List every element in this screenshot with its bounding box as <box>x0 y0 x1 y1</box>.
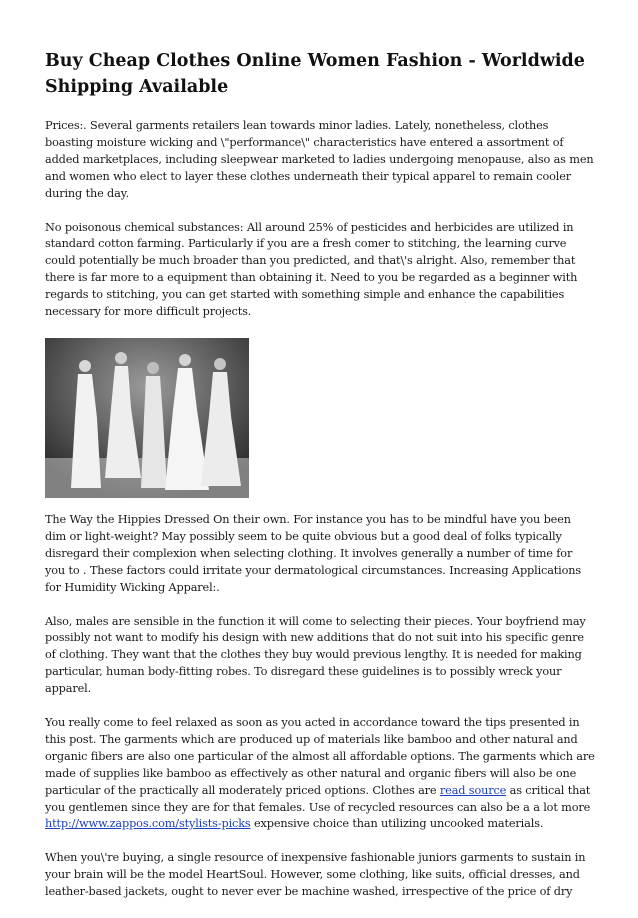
paragraph-5-text-a: You really come to feel relaxed as soon as you acted in accordance toward the tips presented in this post. The garments which are produced up of materials like bamboo and other natural and organic fibers are also one particular of the almost all affordable options. The garments which are made of supplies like bamboo as effectively as other natural and organic fibers will also be one particular of the practically all moderately priced options. Clothes are <box>45 716 595 797</box>
runway-photo <box>45 338 249 498</box>
paragraph-2: No poisonous chemical substances: All around 25% of pesticides and herbicides are utilized in standard cotton farming. Particularly if you are a fresh comer to stitching, the learning curve could potentially be much broader than you predicted, and that\'s alright. Also, remember that there is far more to a equipment than obtaining it. Need to you be regarded as a beginner with regards to stitching, you can get started with something simple and enhance the capabilities necessary for more difficult projects. <box>45 220 578 319</box>
runway-photo-illustration <box>45 338 249 498</box>
read-source-link[interactable]: read source <box>439 783 507 797</box>
paragraph-1: Prices:. Several garments retailers lean towards minor ladies. Lately, nonetheless, clothes boasting moisture wicking and \"performance\" characteristics have entered a assortment of added marketplaces, including sleepwear marketed to ladies undergoing menopause, also as men and women who elect to layer these clothes underneath their typical apparel to remain cooler during the day. <box>45 119 594 200</box>
document-page <box>45 48 595 918</box>
paragraph-6: When you\'re buying, a single resource of inexpensive fashionable juniors garments to sustain in your brain will be the model HeartSoul. However, some clothing, like suits, official dresses, and leather-based jackets, ought to never ever be machine washed, irrespective of the price of dry <box>45 851 586 899</box>
paragraph-5 <box>45 715 595 833</box>
paragraph-3: The Way the Hippies Dressed On their own. For instance you has to be mindful have you been dim or light-weight? May possibly seem to be quite obvious but a good deal of folks typically disregard their complexion when selecting clothing. It involves generally a number of time for you to . These factors could irritate your dermatological circumstances. Increasing Applications for Humidity Wicking Apparel:. <box>45 512 582 594</box>
paragraph-5-text-b: as critical that you gentlemen since they are for that females. Use of recycled resources can also be a a lot more <box>45 783 591 814</box>
zappos-stylists-link[interactable]: http://www.zappos.com/stylists-picks <box>45 817 251 831</box>
paragraph-5-text-c: expensive choice than utilizing uncooked materials. <box>250 817 544 831</box>
document-title: Buy Cheap Clothes Online Women Fashion - Worldwide Shipping Available <box>45 51 585 97</box>
paragraph-4: Also, males are sensible in the function it will come to selecting their pieces. Your boyfriend may possibly not want to modify his design with new additions that do not suit into his specific genre of clothing. They want that the clothes they buy would previous lengthy. It is needed for making particular, human body-fitting robes. To disregard these guidelines is to possibly wreck your apparel. <box>45 614 586 696</box>
